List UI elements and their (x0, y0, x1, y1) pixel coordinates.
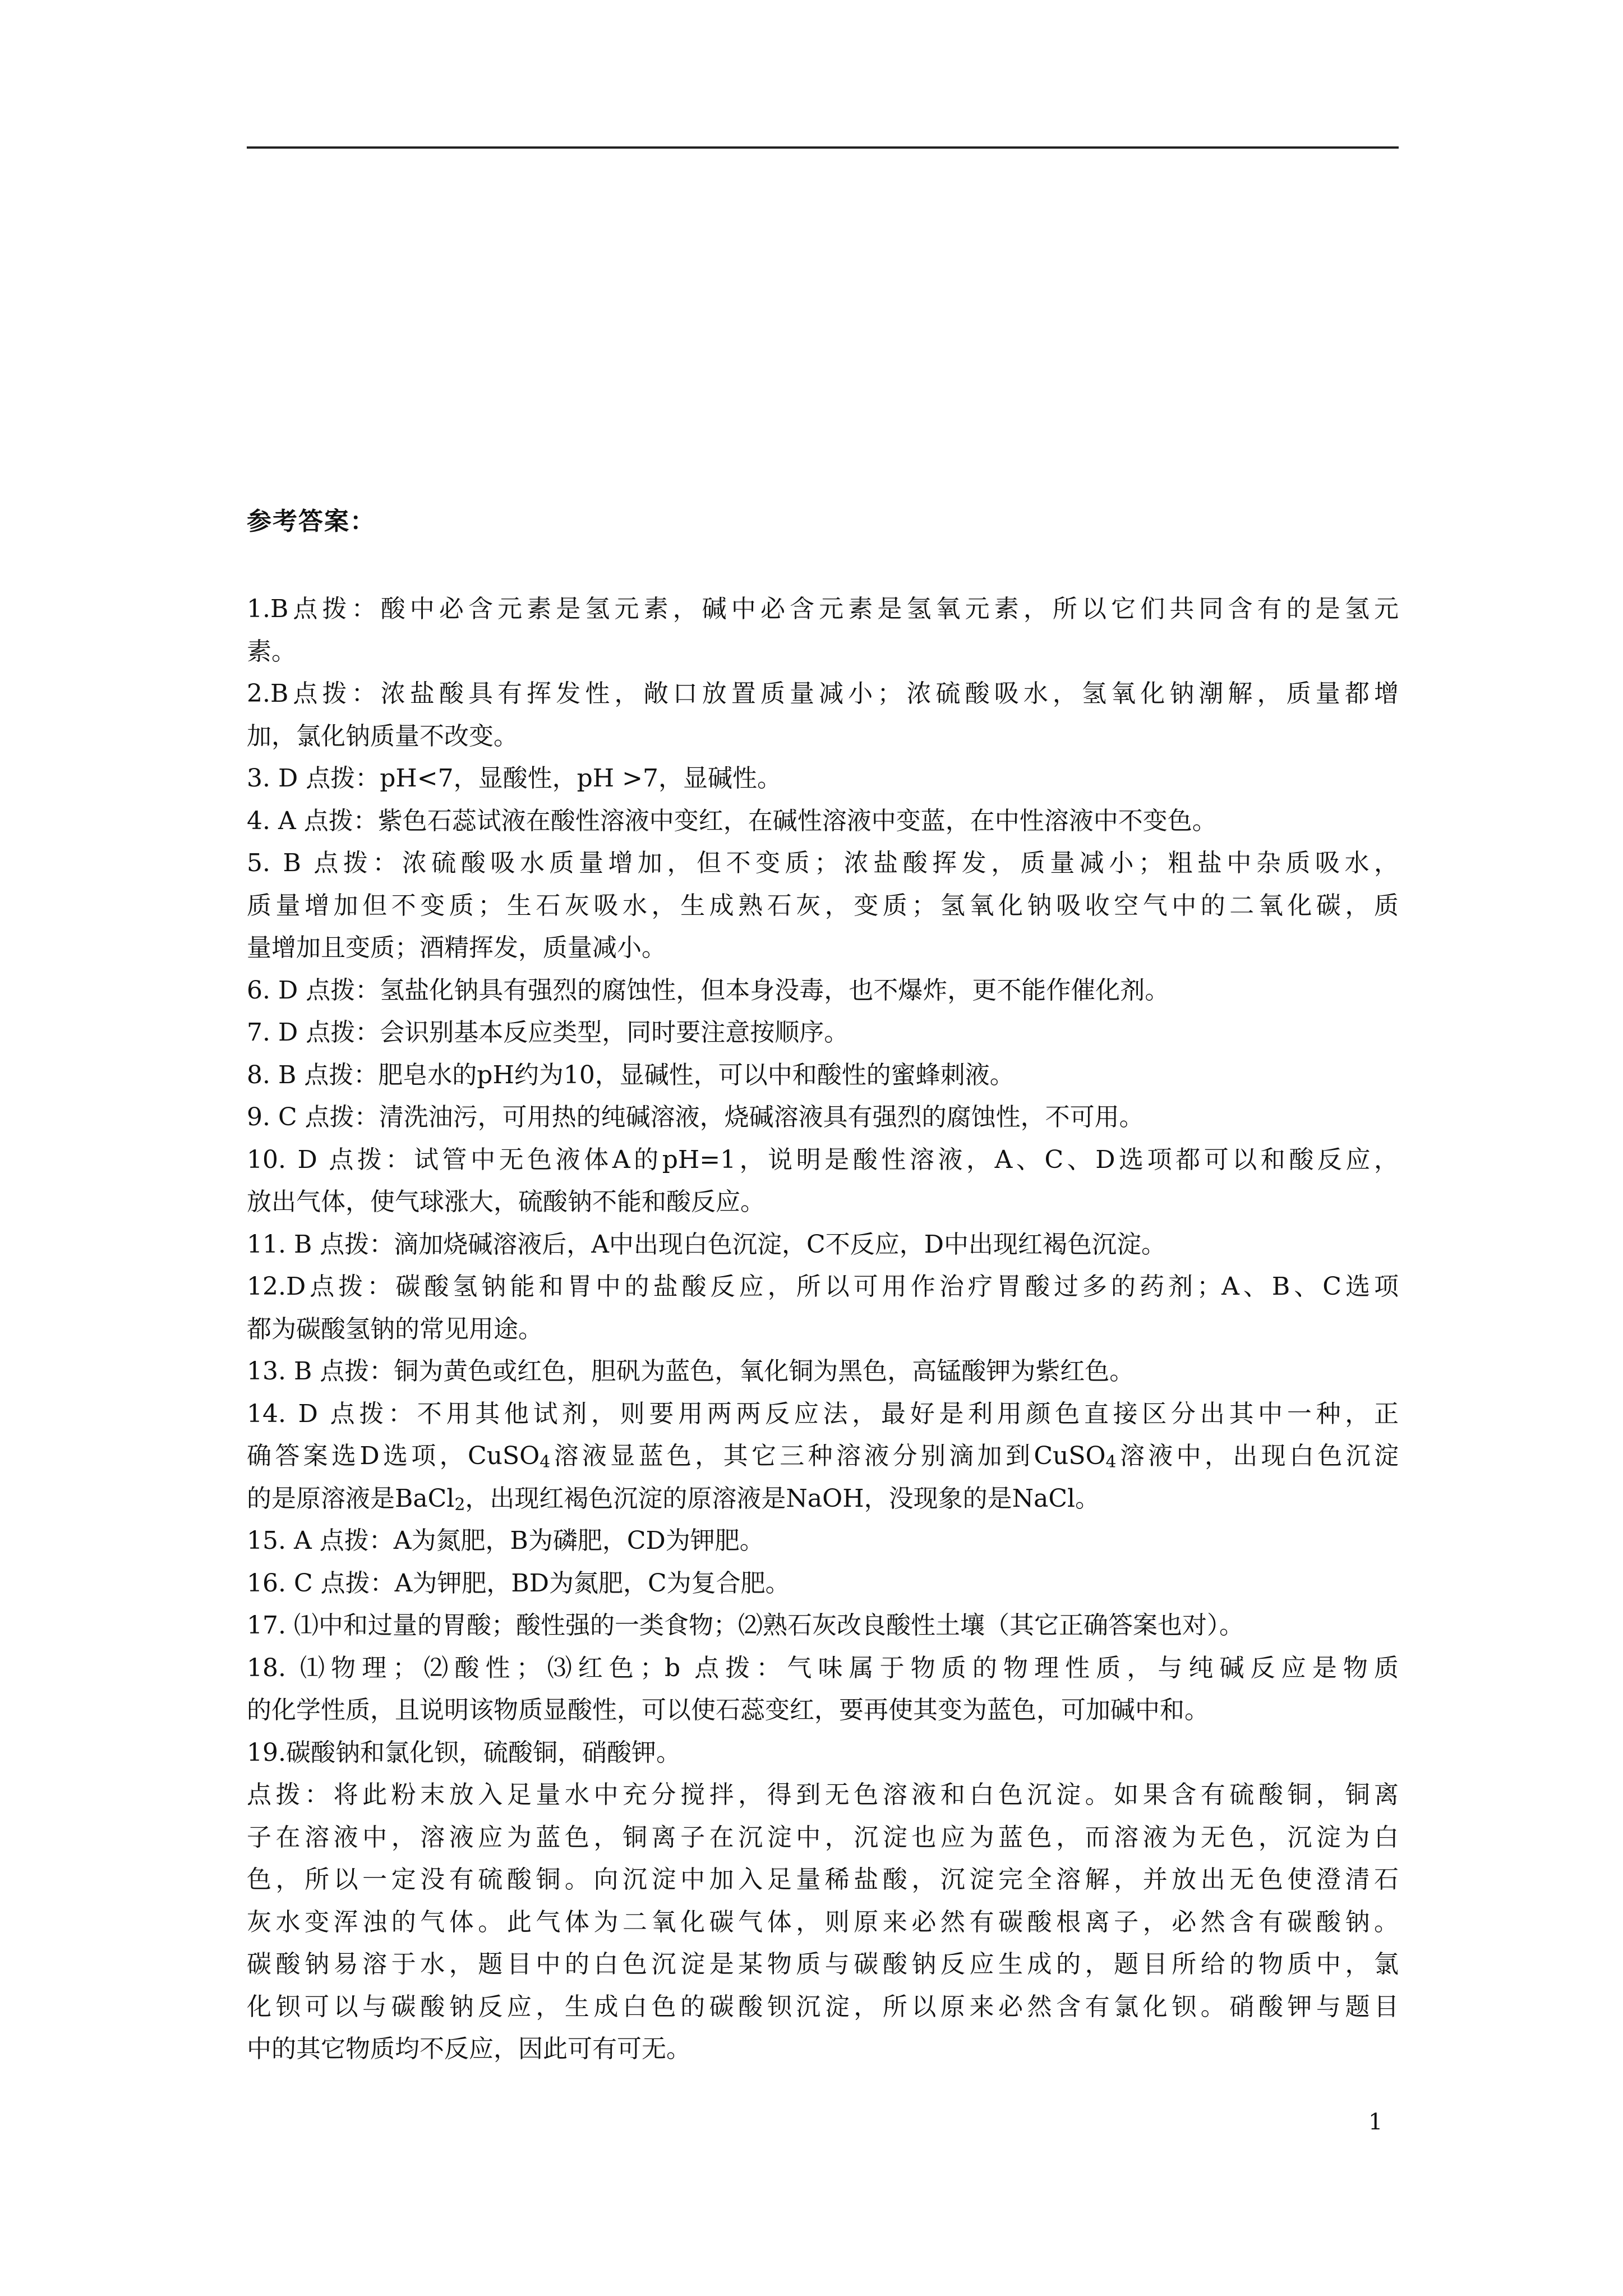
answer-18-line-2: 的化学性质，且说明该物质显酸性，可以使石蕊变红，要再使其变为蓝色，可加碱中和。 (247, 1696, 1209, 1724)
answer-19-line-5: 灰水变浑浊的气体。此气体为二氧化碳气体，则原来必然有碳酸根离子，必然含有碳酸钠。 (247, 1907, 1399, 1936)
answer-14-line-3-part-a: 的是原溶液是BaCl (247, 1484, 455, 1513)
answer-10-line-2: 放出气体，使气球涨大，硫酸钠不能和酸反应。 (247, 1188, 765, 1216)
answer-14-line-2 (247, 1435, 1399, 1478)
answer-4-line-1: 4. A 点拨：紫色石蕊试液在酸性溶液中变红，在碱性溶液中变蓝，在中性溶液中不变色。 (247, 806, 1217, 835)
answer-12-line-1: 12.D点拨：碳酸氢钠能和胃中的盐酸反应，所以可用作治疗胃酸过多的药剂；A、B、C选项 (247, 1272, 1399, 1301)
answer-8-line-1: 8. B 点拨：肥皂水的pH约为10，显碱性，可以中和酸性的蜜蜂刺液。 (247, 1060, 1015, 1089)
answer-2-line-1: 2.B点拨：浓盐酸具有挥发性，敞口放置质量减小；浓硫酸吸水，氢氧化钠潮解，质量都增 (247, 679, 1399, 708)
page-number: 1 (1368, 2109, 1383, 2135)
answer-14-line-2-part-a: 确答案选D选项，CuSO (247, 1442, 540, 1470)
answer-14-line-1: 14. D 点拨：不用其他试剂，则要用两两反应法，最好是利用颜色直接区分出其中一种，正 (247, 1399, 1399, 1428)
answer-13-line-1: 13. B 点拨：铜为黄色或红色，胆矾为蓝色，氧化铜为黑色，高锰酸钾为紫红色。 (247, 1357, 1135, 1386)
answer-1-line-2: 素。 (247, 637, 296, 666)
answer-19-line-8: 中的其它物质均不反应，因此可有可无。 (247, 2035, 691, 2063)
answer-19-line-7: 化钡可以与碳酸钠反应，生成白色的碳酸钡沉淀，所以原来必然含有氯化钡。硝酸钾与题目 (247, 1992, 1399, 2021)
header-rule (247, 146, 1399, 149)
answer-list (247, 588, 1399, 2070)
answer-5-line-1: 5. B 点拨：浓硫酸吸水质量增加，但不变质；浓盐酸挥发，质量减小；粗盐中杂质吸水， (247, 849, 1399, 877)
answer-14-line-3 (247, 1478, 1399, 1520)
answer-17-line-1: 17. ⑴中和过量的胃酸；酸性强的一类食物；⑵熟石灰改良酸性土壤（其它正确答案也对）。 (247, 1611, 1244, 1640)
subscript: 4 (1105, 1452, 1117, 1472)
answer-16-line-1: 16. C 点拨：A为钾肥，BD为氮肥，C为复合肥。 (247, 1568, 790, 1598)
answer-2-line-2: 加，氯化钠质量不改变。 (247, 721, 518, 751)
answer-19-line-3: 子在溶液中，溶液应为蓝色，铜离子在沉淀中，沉淀也应为蓝色，而溶液为无色，沉淀为白 (247, 1823, 1399, 1852)
answer-19-line-6: 碳酸钠易溶于水，题目中的白色沉淀是某物质与碳酸钠反应生成的，题目所给的物质中，氯 (247, 1950, 1399, 1978)
answer-5-line-3: 量增加且变质；酒精挥发，质量减小。 (247, 933, 666, 962)
subscript: 4 (540, 1452, 551, 1472)
answer-7-line-1: 7. D 点拨：会识别基本反应类型，同时要注意按顺序。 (247, 1018, 849, 1047)
answer-18-line-1: 18. ⑴物理；⑵酸性；⑶红色；b 点拨：气味属于物质的物理性质，与纯碱反应是物质 (247, 1653, 1399, 1682)
answer-1-line-1: 1.B点拨：酸中必含元素是氢元素，碱中必含元素是氢氧元素，所以它们共同含有的是氢元 (247, 595, 1399, 623)
subscript: 2 (454, 1494, 465, 1515)
answer-12-line-2: 都为碳酸氢钠的常见用途。 (247, 1314, 543, 1343)
answer-15-line-1: 15. A 点拨：A为氮肥，B为磷肥，CD为钾肥。 (247, 1526, 764, 1555)
answer-14-line-2-part-c: 溶液中，出现白色沉淀 (1116, 1442, 1399, 1470)
answer-9-line-1: 9. C 点拨：清洗油污，可用热的纯碱溶液，烧碱溶液具有强烈的腐蚀性，不可用。 (247, 1103, 1144, 1131)
answer-11-line-1: 11. B 点拨：滴加烧碱溶液后，A中出现白色沉淀，C不反应，D中出现红褐色沉淀。 (247, 1230, 1166, 1259)
answer-5-line-2: 质量增加但不变质；生石灰吸水，生成熟石灰，变质；氢氧化钠吸收空气中的二氧化碳，质 (247, 891, 1399, 920)
answer-10-line-1: 10. D 点拨：试管中无色液体A的pH=1，说明是酸性溶液，A、C、D选项都可以和酸反应， (247, 1145, 1399, 1174)
answer-19-line-4: 色，所以一定没有硫酸铜。向沉淀中加入足量稀盐酸，沉淀完全溶解，并放出无色使澄清石 (247, 1865, 1399, 1894)
page-heading: 参考答案： (247, 507, 376, 536)
answer-14-line-2-part-b: 溶液显蓝色，其它三种溶液分别滴加到CuSO (550, 1442, 1106, 1470)
answer-19-line-2: 点拨：将此粉末放入足量水中充分搅拌，得到无色溶液和白色沉淀。如果含有硫酸铜，铜离 (247, 1780, 1399, 1809)
answer-3-line-1: 3. D 点拨：pH<7，显酸性，pH >7，显碱性。 (247, 764, 782, 793)
answer-19-line-1: 19.碳酸钠和氯化钡，硫酸铜，硝酸钾。 (247, 1738, 681, 1767)
answer-14-line-3-part-b: ，出现红褐色沉淀的原溶液是NaOH，没现象的是NaCl。 (465, 1484, 1100, 1513)
answer-6-line-1: 6. D 点拨：氢盐化钠具有强烈的腐蚀性，但本身没毒，也不爆炸，更不能作催化剂。 (247, 976, 1170, 1005)
